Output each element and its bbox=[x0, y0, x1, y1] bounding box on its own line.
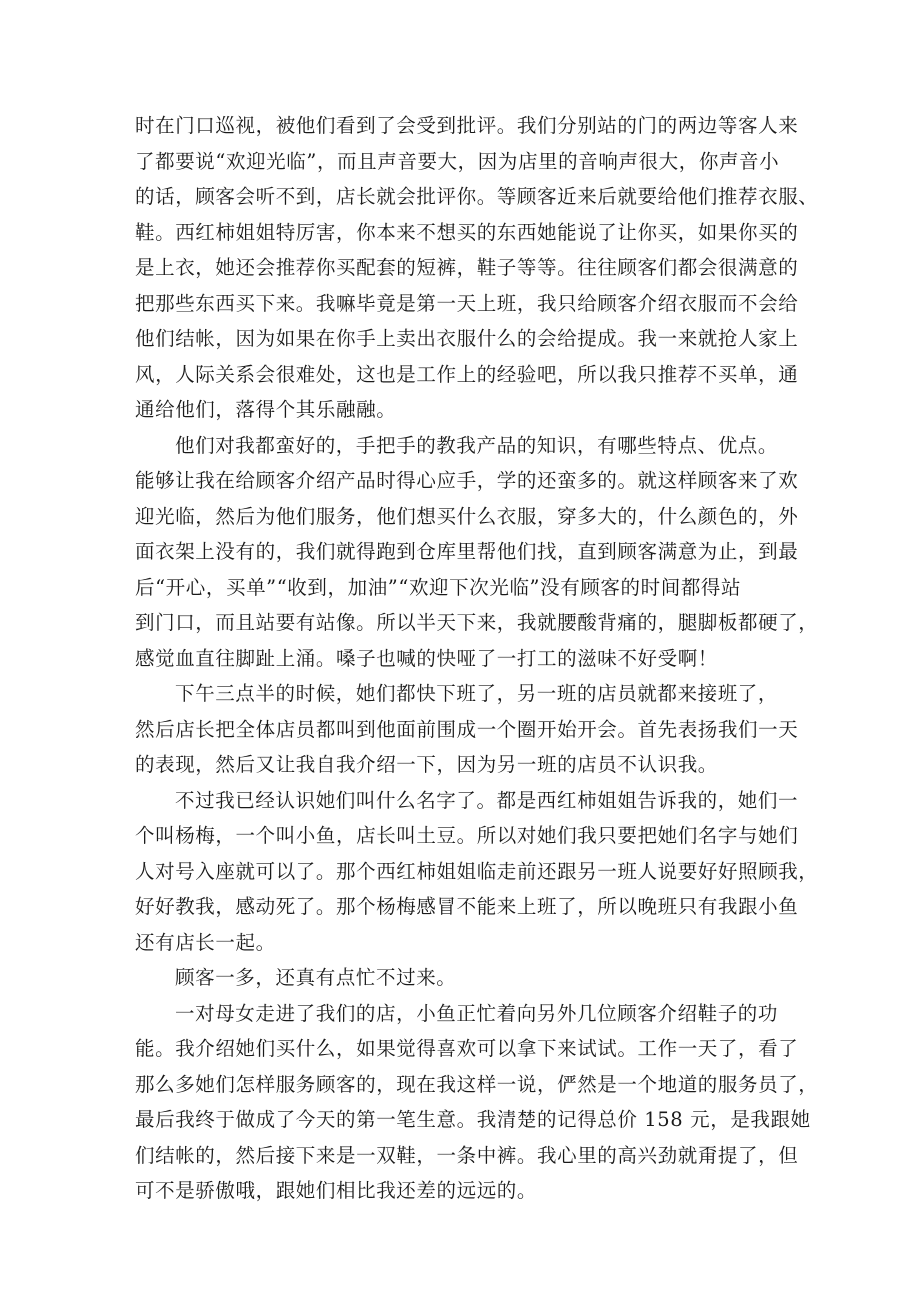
text-line: 人对号入座就可以了。那个西红柿姐姐临走前还跟另一班人说要好好照顾我， bbox=[135, 859, 819, 883]
text-line: 时在门口巡视，被他们看到了会受到批评。我们分别站的门的两边等客人来 bbox=[135, 114, 799, 137]
text-line: 们结帐的，然后接下来是一双鞋，一条中裤。我心里的高兴劲就甭提了，但 bbox=[135, 1143, 799, 1167]
text-line: 感觉血直往脚趾上涌。嗓子也喊的快哑了一打工的滋味不好受啊！ bbox=[135, 646, 718, 670]
text-line: 鞋。西红柿姐姐特厉害，你本来不想买的东西她能说了让你买，如果你买的 bbox=[135, 220, 799, 244]
text-line: 下午三点半的时候，她们都快下班了，另一班的店员就都来接班了， bbox=[175, 682, 779, 705]
text-line: 的表现，然后又让我自我介绍一下，因为另一班的店员不认识我。 bbox=[135, 753, 718, 776]
text-line: 个叫杨梅，一个叫小鱼，店长叫土豆。所以对她们我只要把她们名字与她们 bbox=[135, 824, 799, 847]
text-line: 到门口，而且站要有站像。所以半天下来，我就腰酸背痛的，腿脚板都硬了， bbox=[135, 611, 819, 634]
text-line: 是上衣，她还会推荐你买配套的短裤，鞋子等等。往往顾客们都会很满意的 bbox=[135, 256, 799, 279]
document-body bbox=[135, 108, 825, 1209]
text-line: 后“开心，买单”“收到，加油”“欢迎下次光临”没有顾客的时间都得站 bbox=[135, 575, 742, 599]
text-line: 好好教我，感动死了。那个杨梅感冒不能来上班了，所以晚班只有我跟小鱼 bbox=[135, 895, 799, 918]
text-line: 的话，顾客会听不到，店长就会批评你。等顾客近来后就要给他们推荐衣服、 bbox=[135, 185, 819, 208]
text-line: 把那些东西买下来。我嘛毕竟是第一天上班，我只给顾客介绍衣服而不会给 bbox=[135, 291, 799, 315]
text-line: 面衣架上没有的，我们就得跑到仓库里帮他们找，直到顾客满意为止，到最 bbox=[135, 540, 799, 563]
text-line: 那么多她们怎样服务顾客的，现在我这样一说，俨然是一个地道的服务员了， bbox=[135, 1072, 819, 1096]
text-line: 能。我介绍她们买什么，如果觉得喜欢可以拿下来试试。工作一天了，看了 bbox=[135, 1037, 799, 1060]
text-line: 通给他们，落得个其乐融融。 bbox=[135, 398, 397, 421]
text-line: 然后店长把全体店员都叫到他面前围成一个圈开始开会。首先表扬我们一天 bbox=[135, 717, 799, 741]
text-line: 他们结帐，因为如果在你手上卖出衣服什么的会给提成。我一来就抢人家上 bbox=[135, 327, 799, 350]
text-line: 顾客一多，还真有点忙不过来。 bbox=[175, 966, 457, 989]
text-line: 他们对我都蛮好的，手把手的教我产品的知识，有哪些特点、优点。 bbox=[175, 433, 779, 457]
text-line: 一对母女走进了我们的店，小鱼正忙着向另外几位顾客介绍鞋子的功 bbox=[175, 1001, 779, 1025]
text-line: 最后我终于做成了今天的第一笔生意。我清楚的记得总价 158 元，是我跟她 bbox=[135, 1108, 811, 1131]
text-line: 还有店长一起。 bbox=[135, 930, 276, 954]
text-line: 风，人际关系会很难处，这也是工作上的经验吧，所以我只推荐不买单，通 bbox=[135, 362, 799, 386]
text-line: 迎光临，然后为他们服务，他们想买什么衣服，穿多大的，什么颜色的，外 bbox=[135, 504, 799, 528]
text-line: 可不是骄傲哦，跟她们相比我还差的远远的。 bbox=[135, 1179, 538, 1202]
text-line: 不过我已经认识她们叫什么名字了。都是西红柿姐姐告诉我的，她们一 bbox=[175, 788, 799, 812]
text-line: 了都要说“欢迎光临”，而且声音要大，因为店里的音响声很大，你声音小 bbox=[135, 149, 780, 173]
text-line: 能够让我在给顾客介绍产品时得心应手，学的还蛮多的。就这样顾客来了欢 bbox=[135, 469, 799, 492]
